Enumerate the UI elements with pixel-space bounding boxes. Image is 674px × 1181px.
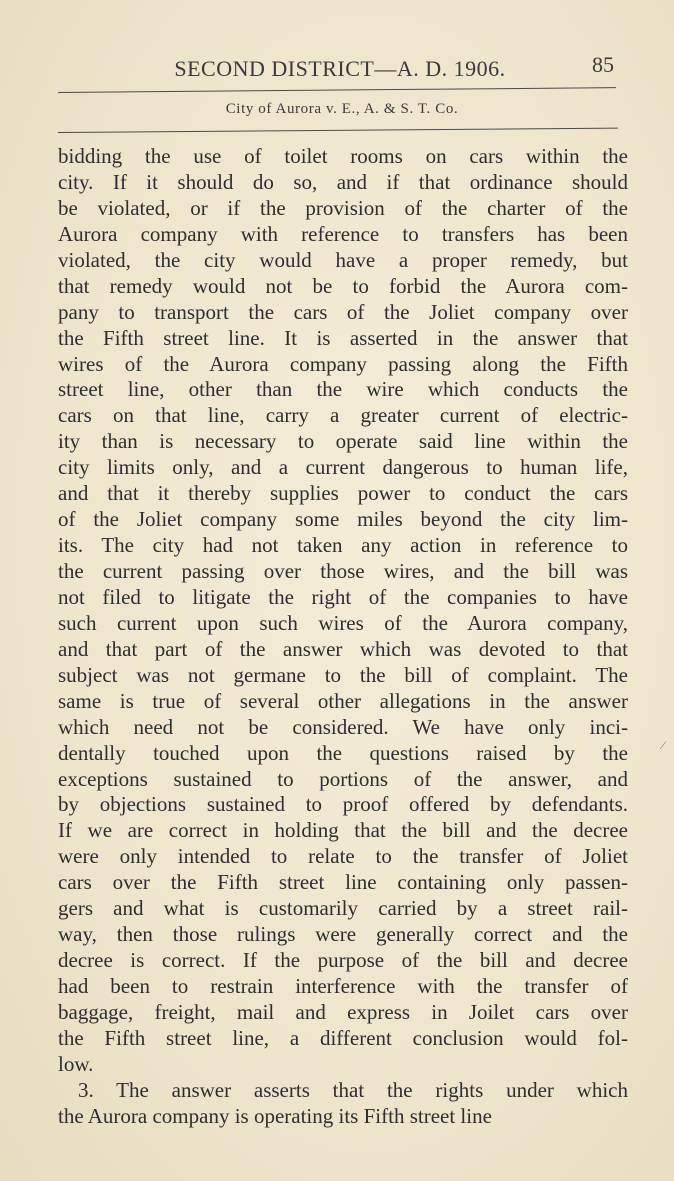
text-line: of the Joliet company some miles beyond the city lim-: [58, 507, 628, 532]
text-line: the current passing over those wires, and the bill was: [58, 559, 628, 583]
text-line: subject was not germane to the bill of complaint. The: [58, 662, 628, 687]
text-line: violated, the city would have a proper remedy, but: [58, 247, 628, 272]
text-line: and that part of the answer which was devoted to that: [58, 636, 628, 661]
text-line: 3. The answer asserts that the rights under which: [78, 1077, 628, 1102]
text-line: same is true of several other allegations in the answer: [58, 688, 628, 713]
text-line: the Aurora company is operating its Fifth street line: [58, 1103, 492, 1128]
text-line: gers and what is customarily carried by a street rail-: [58, 896, 628, 921]
running-head: SECOND DISTRICT—A. D. 1906.: [174, 56, 506, 81]
text-line: Aurora company with reference to transfers has been: [58, 221, 628, 246]
text-line: city limits only, and a current dangerous to human life,: [58, 455, 628, 480]
body-text: [58, 144, 628, 1130]
text-line: dentally touched upon the questions raised by the: [58, 740, 628, 765]
text-line: way, then those rulings were generally correct and the: [58, 922, 628, 947]
text-line: city. If it should do so, and if that ordinance should: [58, 169, 628, 194]
text-line: not filed to litigate the right of the companies to have: [58, 584, 628, 609]
text-line: ity than is necessary to operate said line within the: [58, 429, 628, 454]
text-line: and that it thereby supplies power to conduct the cars: [58, 481, 628, 506]
text-line: its. The city had not taken any action in reference to: [58, 533, 628, 558]
text-line: baggage, freight, mail and express in Joilet cars over: [58, 999, 628, 1024]
text-line: cars over the Fifth street line containing only passen-: [58, 870, 628, 895]
text-line: were only intended to relate to the transfer of Joliet: [58, 844, 628, 869]
text-line: low.: [58, 1051, 94, 1076]
text-line: the Fifth street line, a different conclusion would fol-: [58, 1025, 628, 1050]
text-line: had been to restrain interference with the transfer of: [58, 974, 628, 998]
text-line: exceptions sustained to portions of the answer, and: [58, 766, 628, 791]
text-line: cars on that line, carry a greater current of electric-: [58, 403, 628, 428]
text-line: which need not be considered. We have only inci-: [58, 714, 628, 739]
case-title: City of Aurora v. E., A. & S. T. Co.: [225, 101, 459, 117]
text-line: the Fifth street line. It is asserted in the answer that: [58, 325, 628, 350]
text-line: decree is correct. If the purpose of the bill and decree: [58, 948, 628, 973]
header-rule-top: [58, 87, 616, 93]
text-line: that remedy would not be to forbid the Aurora com-: [58, 273, 628, 298]
text-line: such current upon such wires of the Aurora company,: [58, 610, 628, 635]
header-rule-bottom: [58, 128, 618, 133]
page-number: 85: [592, 52, 614, 77]
text-line: bidding the use of toilet rooms on cars within the: [58, 144, 628, 168]
text-line: pany to transport the cars of the Joliet company over: [58, 299, 628, 324]
text-line: wires of the Aurora company passing along the Fifth: [58, 351, 628, 376]
text-line: by objections sustained to proof offered by defendants.: [58, 792, 628, 817]
text-line: If we are correct in holding that the bill and the decree: [58, 818, 628, 843]
text-line: street line, other than the wire which conducts the: [58, 377, 628, 402]
text-line: be violated, or if the provision of the charter of the: [58, 195, 628, 220]
margin-mark: ⁄: [662, 738, 665, 752]
